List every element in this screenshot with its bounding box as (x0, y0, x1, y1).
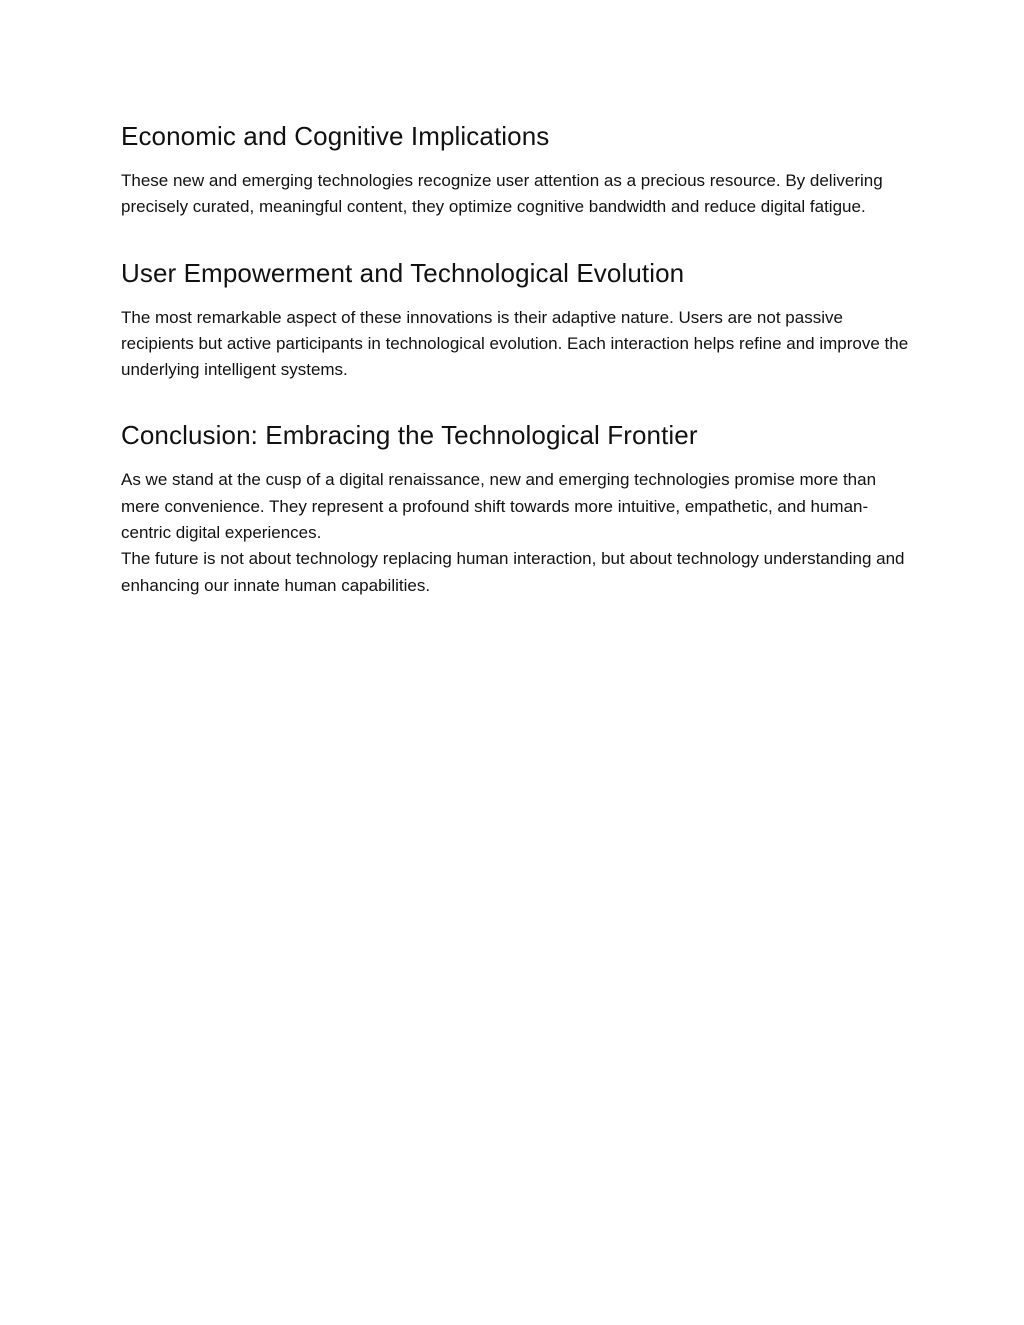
section-paragraph: As we stand at the cusp of a digital renaissance, new and emerging technologies promise more than mere convenience. They represent a profound shift towards more intuitive, empathetic, and human-centric digital experiences. (121, 470, 877, 543)
document-page (121, 118, 911, 633)
section-paragraph: The future is not about technology replacing human interaction, but about technology understanding and enhancing our innate human capabilities. (121, 549, 905, 595)
section-heading: User Empowerment and Technological Evolution (121, 257, 685, 288)
section-conclusion (121, 417, 911, 598)
section-heading: Economic and Cognitive Implications (121, 121, 550, 151)
section-paragraph: These new and emerging technologies recognize user attention as a precious resource. By delivering precisely curated, meaningful content, they optimize cognitive bandwidth and reduce digital fatigue. (121, 171, 883, 217)
section-paragraph: The most remarkable aspect of these innovations is their adaptive nature. Users are not passive recipients but active participants in technological evolution. Each interaction helps refine and improve the underlying intelligent systems. (121, 307, 909, 380)
section-heading: Conclusion: Embracing the Technological Frontier (121, 420, 698, 451)
section-economic-cognitive (121, 118, 911, 221)
section-user-empowerment (121, 255, 911, 384)
